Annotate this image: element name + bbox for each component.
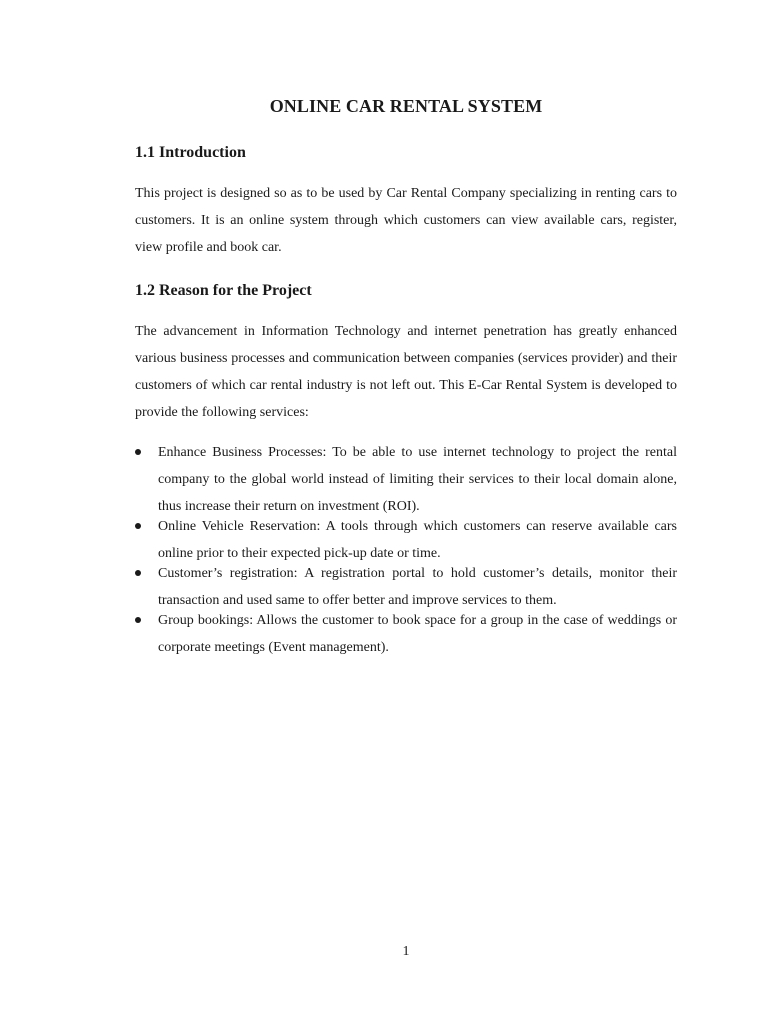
services-bullet-list bbox=[135, 439, 677, 654]
list-item bbox=[135, 439, 677, 520]
bullet-icon bbox=[135, 523, 141, 529]
bullet-text: Customer’s registration: A registration portal to hold customer’s details, monitor their transaction and used same to offer better and improve services to them. bbox=[158, 566, 677, 608]
bullet-text: Enhance Business Processes: To be able to use internet technology to project the rental company to the global world instead of limiting their services to their local domain alone, thus increase their return on investment (ROI). bbox=[158, 445, 677, 514]
bullet-icon bbox=[135, 449, 141, 455]
section-heading-introduction: 1.1 Introduction bbox=[135, 144, 246, 161]
list-item bbox=[135, 560, 677, 614]
list-item bbox=[135, 607, 677, 661]
bullet-icon bbox=[135, 570, 141, 576]
bullet-text: Group bookings: Allows the customer to book space for a group in the case of weddings or corporate meetings (Event management). bbox=[158, 613, 677, 655]
list-item bbox=[135, 513, 677, 567]
reason-paragraph: The advancement in Information Technology and internet penetration has greatly enhanced various business processes and communication between companies (services provider) and their customers of which car rental industry is not left out. This E-Car Rental System is developed to provide the following services: bbox=[135, 324, 677, 420]
bullet-icon bbox=[135, 617, 141, 623]
page-number: 1 bbox=[402, 944, 410, 959]
page-title: ONLINE CAR RENTAL SYSTEM bbox=[269, 96, 543, 116]
section-heading-reason: 1.2 Reason for the Project bbox=[135, 282, 312, 299]
introduction-paragraph: This project is designed so as to be used by Car Rental Company specializing in renting cars to customers. It is an online system through which customers can view available cars, register, view profile and book car. bbox=[135, 186, 677, 255]
bullet-text: Online Vehicle Reservation: A tools through which customers can reserve available cars online prior to their expected pick-up date or time. bbox=[158, 519, 677, 561]
